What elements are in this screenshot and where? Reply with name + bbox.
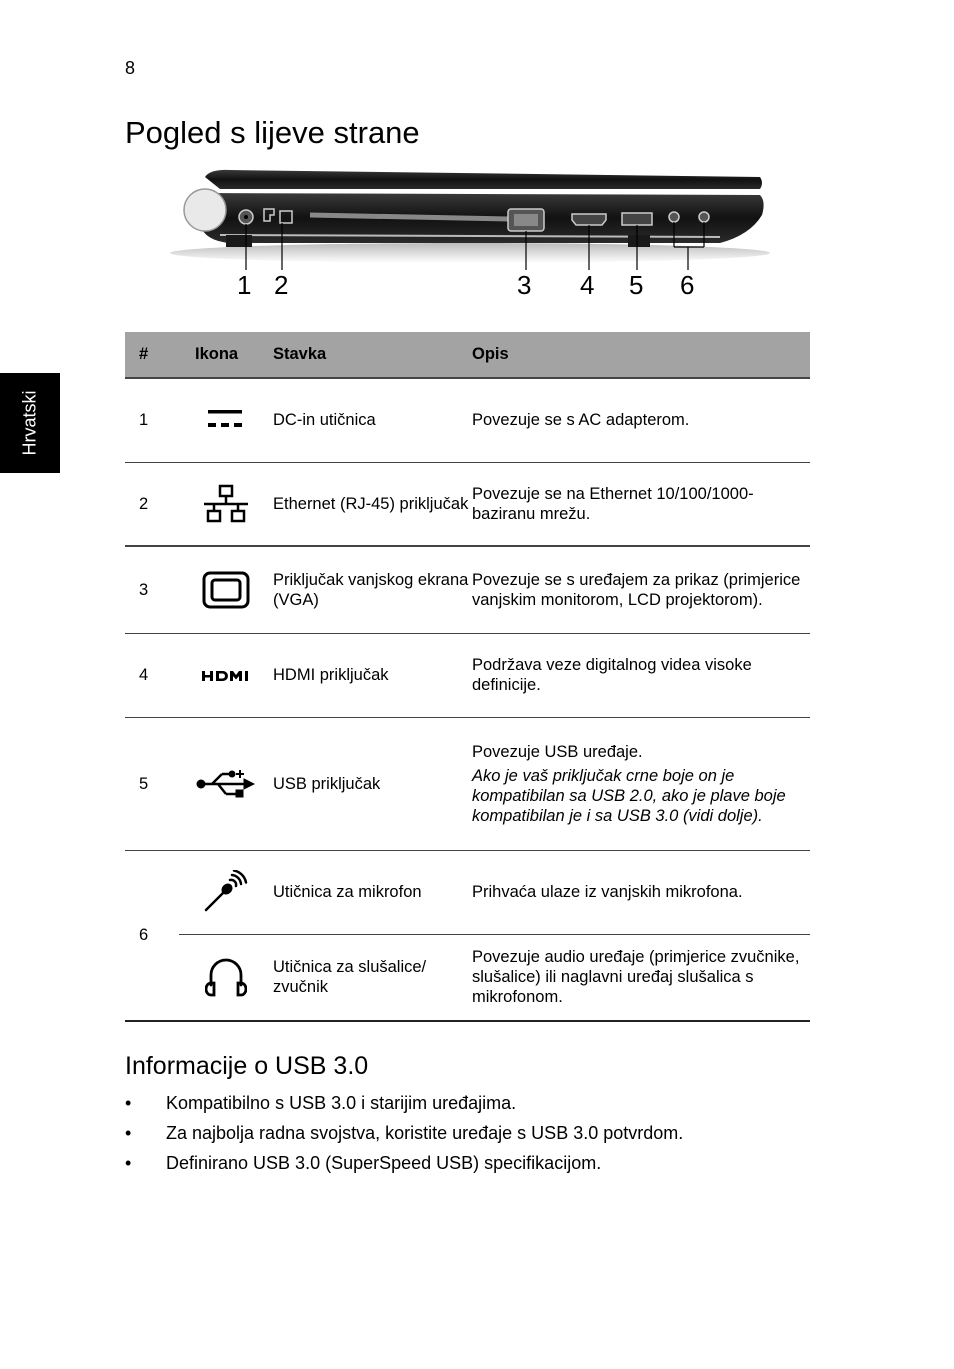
row-num: 6 (125, 850, 179, 1021)
row-item: Utičnica za slušalice/ zvučnik (273, 934, 472, 1021)
row-num: 3 (125, 546, 179, 633)
headphones-icon (205, 955, 247, 999)
callout-6: 6 (680, 270, 695, 300)
bullet: • (125, 1093, 132, 1113)
table-row (125, 633, 810, 717)
row-icon-cell (179, 462, 273, 546)
callout-4: 4 (580, 270, 595, 300)
language-side-tab (0, 373, 60, 473)
bullet: • (125, 1123, 132, 1143)
row-desc: Povezuje audio uređaje (primjerice zvučnike, slušalice) ili naglavni uređaj slušalica s mikrofonom. (472, 934, 810, 1021)
row-item: HDMI priključak (273, 633, 472, 717)
row-desc-cell (472, 717, 810, 850)
header-item: Stavka (273, 332, 472, 378)
row-item: Priključak vanjskog ekrana (VGA) (273, 546, 472, 633)
vga-icon (202, 571, 250, 609)
row-desc: Povezuje se s AC adapterom. (472, 378, 810, 462)
list-item (125, 1122, 683, 1152)
row-desc: Podržava veze digitalnog videa visoke definicije. (472, 633, 810, 717)
usb-icon (196, 769, 256, 799)
list-item-text: Kompatibilno s USB 3.0 i starijim uređajima. (166, 1093, 517, 1113)
callout-5: 5 (629, 270, 644, 300)
row-num: 1 (125, 378, 179, 462)
language-label: Hrvatski (19, 390, 40, 456)
table-row (125, 462, 810, 546)
row-desc: Povezuje se s uređajem za prikaz (primjerice vanjskim monitorom, LCD projektorom). (472, 546, 810, 633)
table-row (125, 546, 810, 633)
bullet: • (125, 1153, 132, 1173)
header-num: # (125, 332, 179, 378)
callout-1: 1 (237, 270, 252, 300)
table-header-row (125, 332, 810, 378)
row-item: DC-in utičnica (273, 378, 472, 462)
usb-info-title: Informacije o USB 3.0 (125, 1052, 369, 1080)
table-row (125, 934, 810, 1021)
row-item: USB priključak (273, 717, 472, 850)
usb-info-list (125, 1092, 683, 1182)
section-title: Pogled s lijeve strane (125, 115, 420, 150)
page-number: 8 (125, 58, 136, 78)
row-item: Ethernet (RJ-45) priključak (273, 462, 472, 546)
header-desc: Opis (472, 332, 810, 378)
row-desc: Povezuje se na Ethernet 10/100/1000-baziranu mrežu. (472, 462, 810, 546)
dc-in-icon (206, 407, 246, 433)
row-note: Ako je vaš priključak crne boje on je kompatibilan sa USB 2.0, ako je plave boje kompatibilan je i sa USB 3.0 (vidi dolje). (472, 766, 786, 825)
table-row (125, 717, 810, 850)
header-icon: Ikona (179, 332, 273, 378)
list-item-text: Za najbolja radna svojstva, koristite uređaje s USB 3.0 potvrdom. (166, 1123, 684, 1143)
row-icon-cell (179, 546, 273, 633)
row-icon-cell (179, 717, 273, 850)
list-item (125, 1092, 683, 1122)
callout-3: 3 (517, 270, 532, 300)
row-desc: Povezuje USB uređaje. (472, 742, 643, 761)
list-item-text: Definirano USB 3.0 (SuperSpeed USB) specifikacijom. (166, 1153, 602, 1173)
row-num: 4 (125, 633, 179, 717)
figure-callouts (0, 270, 954, 304)
row-icon-cell (179, 934, 273, 1021)
row-item: Utičnica za mikrofon (273, 850, 472, 934)
row-icon-cell (179, 378, 273, 462)
hdmi-icon (200, 670, 252, 682)
row-desc: Prihvaća ulaze iz vanjskih mikrofona. (472, 850, 810, 934)
ethernet-icon (202, 484, 250, 524)
list-item (125, 1152, 683, 1182)
row-num: 2 (125, 462, 179, 546)
row-num: 5 (125, 717, 179, 850)
table-row (125, 850, 810, 934)
row-icon-cell (179, 633, 273, 717)
callout-2: 2 (274, 270, 289, 300)
table-row (125, 378, 810, 462)
ports-table (125, 332, 810, 1022)
microphone-icon (202, 870, 250, 914)
row-icon-cell (179, 850, 273, 934)
